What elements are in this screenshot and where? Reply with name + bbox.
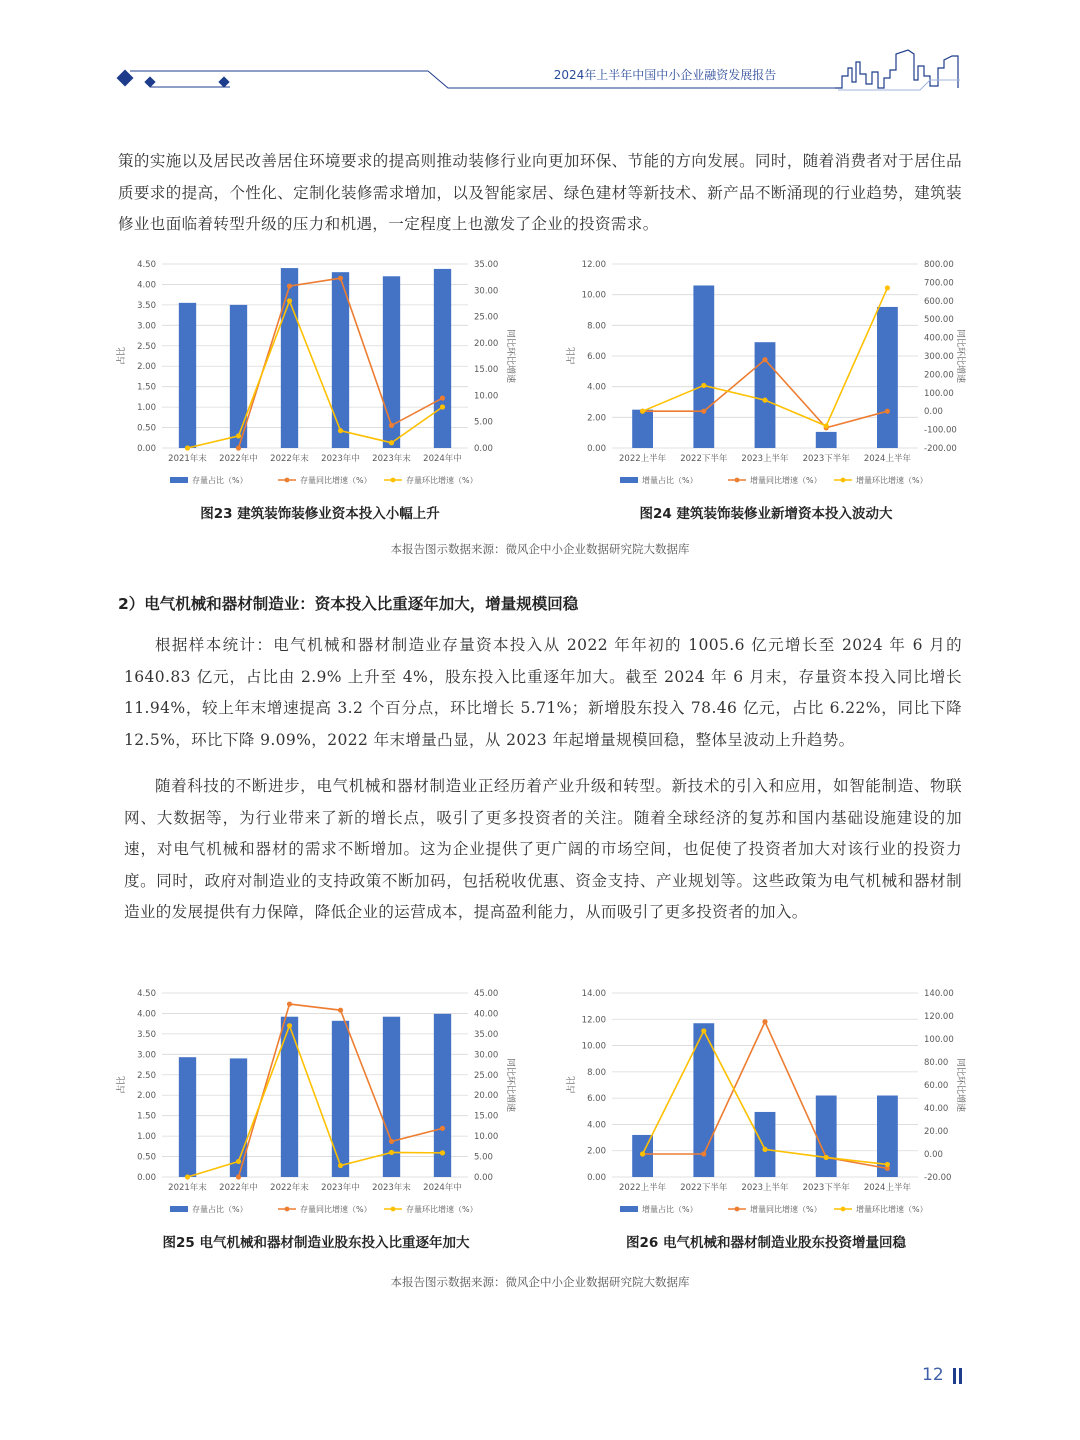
bar <box>816 432 837 448</box>
x-tick-label: 2024上半年 <box>863 454 911 464</box>
header-diamond <box>144 76 155 87</box>
legend-label: 存量同比增速（%） <box>300 1205 372 1214</box>
legend-label: 存量环比增速（%） <box>406 476 478 485</box>
bar <box>755 1112 776 1177</box>
y2-tick-label: -20.00 <box>924 1173 952 1183</box>
series-point <box>389 440 394 445</box>
y-tick-label: 6.00 <box>587 352 606 362</box>
series-point <box>287 1023 292 1028</box>
x-tick-label: 2022年末 <box>270 454 309 464</box>
x-tick-label: 2023上半年 <box>741 454 789 464</box>
legend-label: 增量同比增速（%） <box>750 1205 822 1214</box>
legend-label: 存量占比（%） <box>192 476 248 485</box>
y2-tick-label: 25.00 <box>474 312 499 323</box>
series-point <box>440 1126 445 1131</box>
legend-swatch <box>841 478 846 483</box>
series-point <box>338 1008 343 1013</box>
fig26-svg <box>560 984 980 1224</box>
header-diamond <box>218 76 229 87</box>
x-tick-label: 2022年中 <box>219 1183 258 1193</box>
legend-swatch <box>170 1206 188 1212</box>
fig24-svg <box>560 255 980 495</box>
section-paragraph-2: 随着科技的不断进步，电气机械和器材制造业正经历着产业升级和转型。新技术的引入和应用，如智能制造、物联网、大数据等，为行业带来了新的增长点，吸引了更多投资者的关注。随着全球经济的复苏和国内基础设施建设的加速，对电气机械和器材的需求不断增加。这为企业提供了更广阔的市场空间，也促使了投资者加大对该行业的投资力度。同时，政府对制造业的支持政策不断加码，包括税收优惠、资金支持、产业规划等。这些政策为电气机械和器材制造业的发展提供有力保障，降低企业的运营成本，提高盈利能力，从而吸引了更多投资者的加入。 <box>124 777 962 921</box>
y-tick-label: 0.00 <box>587 444 606 454</box>
legend-label: 存量占比（%） <box>192 1205 248 1214</box>
y-axis-label: 占比 <box>117 346 127 366</box>
y2-tick-label: 800.00 <box>924 260 954 270</box>
fig25-svg <box>110 984 530 1224</box>
y-tick-label: 4.00 <box>137 1009 156 1020</box>
y-tick-label: 12.00 <box>581 1015 606 1026</box>
series-point <box>338 1163 343 1168</box>
series-line <box>188 301 443 448</box>
bar <box>332 1021 349 1177</box>
y-tick-label: 0.50 <box>137 1152 156 1163</box>
series-point <box>389 1139 394 1144</box>
series-point <box>389 423 394 428</box>
fig24-caption: 图24 建筑装饰装修业新增资本投入波动大 <box>639 506 893 522</box>
intro-paragraph: 策的实施以及居民改善居住环境要求的提高则推动装修行业向更加环保、节能的方向发展。同时，随着消费者对于居住品质要求的提高，个性化、定制化装修需求增加，以及智能家居、绿色建材等新技术、新产品不断涌现的行业趋势，建筑装修业也面临着转型升级的压力和机遇，一定程度上也激发了企业的投资需求。 <box>118 152 962 233</box>
y-tick-label: 8.00 <box>587 1067 606 1078</box>
fig23-caption: 图23 建筑装饰装修业资本投入小幅上升 <box>200 506 440 522</box>
y-tick-label: 2.00 <box>587 1146 606 1157</box>
y-tick-label: 4.50 <box>137 989 156 999</box>
y-tick-label: 0.00 <box>587 1173 606 1183</box>
y-tick-label: 0.00 <box>137 1173 156 1183</box>
series-point <box>389 1150 394 1155</box>
y2-tick-label: 45.00 <box>474 989 499 999</box>
y2-tick-label: 15.00 <box>474 365 499 376</box>
series-point <box>440 395 445 400</box>
fig25-caption: 图25 电气机械和器材制造业股东投入比重逐年加大 <box>162 1235 470 1251</box>
series-point <box>287 298 292 303</box>
y-tick-label: 2.00 <box>587 413 606 424</box>
legend-swatch <box>170 477 188 483</box>
y2-tick-label: 60.00 <box>924 1081 949 1091</box>
y-tick-label: 2.00 <box>137 362 156 373</box>
series-point <box>236 445 241 450</box>
y2-tick-label: 100.00 <box>924 388 954 399</box>
series-point <box>287 1001 292 1006</box>
y2-tick-label: 5.00 <box>474 1152 493 1163</box>
x-tick-label: 2021年末 <box>168 1183 207 1193</box>
series-point <box>701 383 706 388</box>
x-tick-label: 2024年中 <box>423 1183 462 1193</box>
y-tick-label: 3.00 <box>137 321 156 332</box>
data-source-note: 本报告图示数据来源：微风企中小企业数据研究院大数据库 <box>390 542 690 556</box>
x-tick-label: 2023下半年 <box>802 454 850 464</box>
y-tick-label: 2.50 <box>137 341 156 352</box>
y-tick-label: 6.00 <box>587 1094 606 1105</box>
page-marker-icon <box>953 1368 963 1384</box>
chart-fig25 <box>110 984 530 1224</box>
x-tick-label: 2023上半年 <box>741 1183 789 1193</box>
y2-tick-label: 20.00 <box>474 1091 499 1102</box>
y-tick-label: 1.00 <box>137 1132 156 1143</box>
bar <box>632 410 653 448</box>
series-point <box>185 1174 190 1179</box>
x-tick-label: 2022年末 <box>270 1183 309 1193</box>
bar <box>179 303 196 448</box>
legend-swatch <box>735 478 740 483</box>
y2-tick-label: 120.00 <box>924 1012 954 1022</box>
y2-tick-label: 30.00 <box>474 1050 499 1061</box>
bar <box>281 268 298 448</box>
y2-tick-label: -100.00 <box>924 425 957 436</box>
page-number: 12 <box>922 1365 944 1385</box>
report-title: 2024年上半年中国中小企业融资发展报告 <box>553 68 777 82</box>
section-heading: 2）电气机械和器材制造业：资本投入比重逐年加大，增量规模回稳 <box>118 595 579 613</box>
y2-tick-label: 200.00 <box>924 370 954 381</box>
y-tick-label: 4.00 <box>137 280 156 291</box>
series-point <box>440 404 445 409</box>
series-point <box>440 1150 445 1155</box>
y2-tick-label: 400.00 <box>924 333 954 344</box>
series-point <box>701 1151 706 1156</box>
y-axis-label: 占比 <box>567 1075 577 1095</box>
y2-tick-label: 20.00 <box>474 338 499 349</box>
series-point <box>762 357 767 362</box>
legend-label: 增量占比（%） <box>642 476 698 485</box>
legend-swatch <box>620 477 638 483</box>
series-point <box>824 1155 829 1160</box>
y2-axis-label: 同比环比增速 <box>955 328 965 384</box>
bar <box>332 272 349 448</box>
y2-tick-label: 700.00 <box>924 278 954 289</box>
y2-tick-label: 600.00 <box>924 296 954 307</box>
legend-label: 存量同比增速（%） <box>300 476 372 485</box>
chart-fig24 <box>560 255 980 495</box>
y-tick-label: 12.00 <box>581 260 606 270</box>
legend-swatch <box>285 478 290 483</box>
series-point <box>338 428 343 433</box>
y2-tick-label: 35.00 <box>474 260 499 270</box>
y-tick-label: 3.00 <box>137 1050 156 1061</box>
legend-swatch <box>391 478 396 483</box>
y2-tick-label: 0.00 <box>924 407 943 418</box>
y-tick-label: 1.50 <box>137 1111 156 1122</box>
x-tick-label: 2022年中 <box>219 454 258 464</box>
series-point <box>762 398 767 403</box>
x-tick-label: 2022上半年 <box>619 1183 667 1193</box>
series-point <box>338 276 343 281</box>
y2-tick-label: 20.00 <box>924 1127 949 1137</box>
y2-tick-label: 25.00 <box>474 1070 499 1081</box>
y2-axis-label: 同比环比增速 <box>505 1057 515 1113</box>
y-tick-label: 4.00 <box>587 1120 606 1131</box>
y2-tick-label: 0.00 <box>924 1150 943 1160</box>
legend-swatch <box>841 1207 846 1212</box>
legend-label: 存量环比增速（%） <box>406 1205 478 1214</box>
y2-tick-label: 35.00 <box>474 1029 499 1040</box>
series-point <box>885 409 890 414</box>
legend-label: 增量环比增速（%） <box>856 1205 928 1214</box>
y2-tick-label: -200.00 <box>924 444 957 454</box>
y-tick-label: 1.00 <box>137 403 156 414</box>
y2-axis-label: 同比环比增速 <box>955 1057 965 1113</box>
fig26-caption: 图26 电气机械和器材制造业股东投资增量回稳 <box>626 1235 906 1251</box>
y-tick-label: 4.00 <box>587 382 606 393</box>
series-point <box>885 285 890 290</box>
legend-swatch <box>285 1207 290 1212</box>
series-point <box>640 409 645 414</box>
y-tick-label: 14.00 <box>581 989 606 999</box>
y-axis-label: 占比 <box>117 1075 127 1095</box>
x-tick-label: 2022上半年 <box>619 454 667 464</box>
y2-tick-label: 5.00 <box>474 417 493 428</box>
y-tick-label: 4.50 <box>137 260 156 270</box>
series-point <box>287 283 292 288</box>
y2-tick-label: 300.00 <box>924 352 954 362</box>
city-skyline-icon <box>835 50 958 88</box>
y-tick-label: 1.50 <box>137 382 156 393</box>
series-point <box>824 423 829 428</box>
y2-tick-label: 40.00 <box>924 1104 949 1114</box>
y2-axis-label: 同比环比增速 <box>505 328 515 384</box>
series-point <box>701 1028 706 1033</box>
y2-tick-label: 15.00 <box>474 1111 499 1122</box>
bar <box>693 285 714 448</box>
legend-swatch <box>391 1207 396 1212</box>
y2-tick-label: 40.00 <box>474 1009 499 1020</box>
y2-tick-label: 10.00 <box>474 1132 499 1143</box>
y2-tick-label: 0.00 <box>474 444 493 454</box>
y2-tick-label: 10.00 <box>474 391 499 402</box>
y2-tick-label: 500.00 <box>924 315 954 326</box>
y-tick-label: 3.50 <box>137 1029 156 1040</box>
x-tick-label: 2023年中 <box>321 454 360 464</box>
y2-tick-label: 0.00 <box>474 1173 493 1183</box>
bar <box>434 269 451 448</box>
series-point <box>236 1159 241 1164</box>
y2-tick-label: 140.00 <box>924 989 954 999</box>
bar <box>816 1096 837 1177</box>
x-tick-label: 2024上半年 <box>863 1183 911 1193</box>
legend-swatch <box>735 1207 740 1212</box>
header-diamond <box>117 70 134 87</box>
series-point <box>762 1147 767 1152</box>
x-tick-label: 2023下半年 <box>802 1183 850 1193</box>
legend-label: 增量占比（%） <box>642 1205 698 1214</box>
y-tick-label: 0.00 <box>137 444 156 454</box>
series-point <box>640 1151 645 1156</box>
y2-tick-label: 80.00 <box>924 1058 949 1068</box>
section-paragraph-1: 根据样本统计：电气机械和器材制造业存量资本投入从 2022 年年初的 1005.6 亿元增长至 2024 年 6 月的 1640.83 亿元，占比由 2.9% 上升至 4%，股东投入比重逐年加大。截至 2024 年 6 月末，存量资本投入同比增长 11.94%，较上年末增速提高 3.2 个百分点，环比增长 5.71%；新增股东投入 78.46 亿元，占比 6.22%，同比下降 12.5%，环比下降 9.09%，2022 年末增量凸显，从 2023 年起增量规模回稳，整体呈波动上升趋势。 <box>124 636 962 749</box>
series-point <box>762 1019 767 1024</box>
series-point <box>885 1162 890 1167</box>
series-line <box>188 1026 443 1177</box>
x-tick-label: 2022下半年 <box>680 1183 728 1193</box>
x-tick-label: 2023年末 <box>372 454 411 464</box>
series-point <box>236 433 241 438</box>
legend-swatch <box>620 1206 638 1212</box>
x-tick-label: 2023年中 <box>321 1183 360 1193</box>
fig23-svg <box>110 255 530 495</box>
y-tick-label: 10.00 <box>581 1041 606 1052</box>
x-tick-label: 2023年末 <box>372 1183 411 1193</box>
legend-label: 增量环比增速（%） <box>856 476 928 485</box>
x-tick-label: 2024年中 <box>423 454 462 464</box>
series-point <box>185 445 190 450</box>
y-tick-label: 10.00 <box>581 290 606 301</box>
y2-tick-label: 100.00 <box>924 1035 954 1045</box>
chart-fig23 <box>110 255 530 495</box>
chart-fig26 <box>560 984 980 1224</box>
y-tick-label: 0.50 <box>137 423 156 434</box>
y-tick-label: 8.00 <box>587 321 606 332</box>
x-tick-label: 2022下半年 <box>680 454 728 464</box>
x-tick-label: 2021年末 <box>168 454 207 464</box>
data-source-note: 本报告图示数据来源：微风企中小企业数据研究院大数据库 <box>390 1275 690 1289</box>
y-tick-label: 3.50 <box>137 300 156 311</box>
y2-tick-label: 30.00 <box>474 286 499 297</box>
header-decoration <box>0 0 1080 120</box>
series-point <box>236 1174 241 1179</box>
y-tick-label: 2.50 <box>137 1070 156 1081</box>
y-axis-label: 占比 <box>567 346 577 366</box>
series-point <box>701 409 706 414</box>
y-tick-label: 2.00 <box>137 1091 156 1102</box>
bar <box>877 307 898 448</box>
legend-label: 增量同比增速（%） <box>750 476 822 485</box>
bar <box>179 1057 196 1177</box>
